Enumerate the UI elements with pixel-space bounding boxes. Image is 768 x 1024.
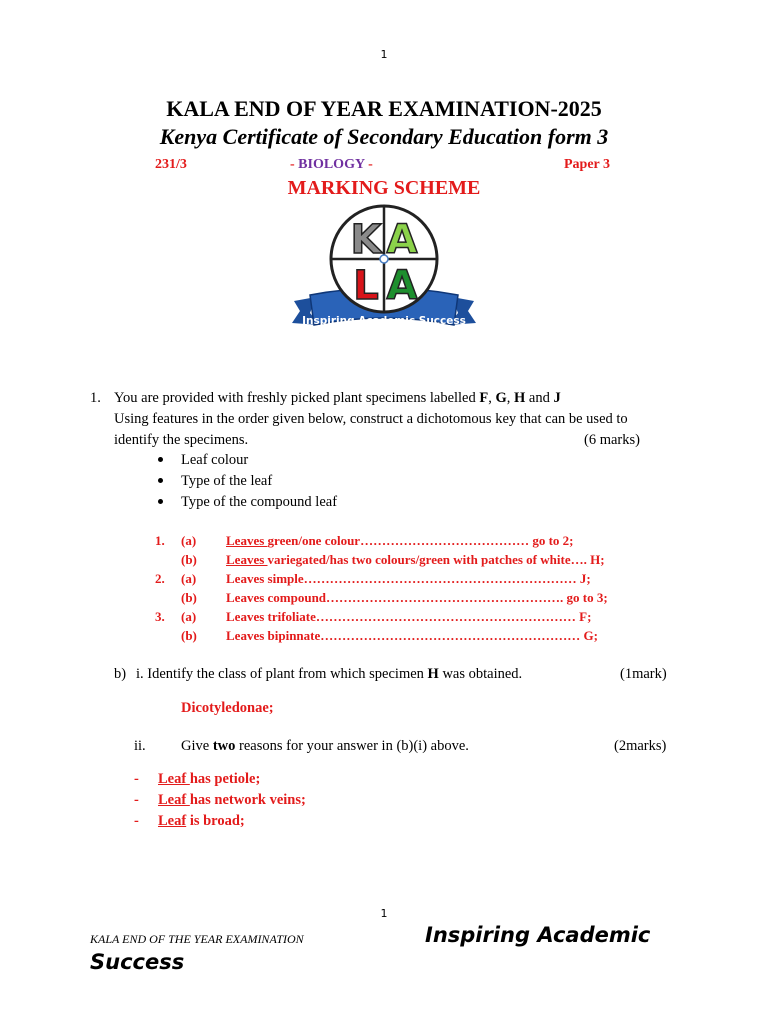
subject-prefix: - [290, 157, 299, 172]
separator: , [506, 390, 515, 406]
question-text: was obtained. [438, 666, 523, 682]
key-step [155, 550, 181, 569]
key-step: 1. [155, 533, 165, 548]
question-text: reasons for your answer in (b)(i) above. [235, 738, 469, 754]
answer-1b-i: Dicotyledonae; [181, 700, 274, 716]
specimen-f: F [479, 390, 489, 406]
footer-exam-name: KALA END OF THE YEAR EXAMINATION [90, 932, 304, 946]
paper-code: 231/3 [155, 157, 187, 172]
answer-text: has petiole; [189, 771, 261, 787]
separator: , [488, 390, 496, 406]
key-text: green/one colour………………………………… go to 2; [267, 533, 574, 548]
key-text: Leaves compound………………………………………………. go to 3; [226, 590, 608, 605]
key-text: Leaves bipinnate…………………………………………………… G; [226, 628, 598, 643]
specimen-j: J [553, 390, 561, 406]
key-text: Leaves trifoliate…………………………………………………… F; [226, 609, 592, 624]
exam-subtitle: Kenya Certificate of Secondary Education form 3 [159, 124, 609, 149]
bullet-text: Type of the compound leaf [181, 494, 338, 510]
question-1-number: 1. [90, 390, 101, 406]
subject-suffix: - [364, 157, 373, 172]
answer-1b-ii-item [134, 792, 306, 809]
bullet-text: Leaf colour [181, 452, 249, 468]
key-text: Leaves simple……………………………………………………… J; [226, 571, 591, 586]
key-part: (a) [181, 533, 197, 548]
dash: - [134, 771, 139, 787]
bullet-icon [158, 499, 163, 504]
answer-text: has network veins; [189, 792, 306, 808]
question-1b-ii [181, 736, 469, 757]
question-1-line-2: Using features in the order given below, construct a dichotomous key that can be used to [114, 411, 628, 427]
key-part: (b) [181, 590, 197, 605]
dash: - [134, 792, 139, 808]
subject-line [290, 157, 373, 173]
page-number-bottom: 1 [380, 907, 388, 920]
key-step: 2. [155, 571, 165, 586]
key-part: (a) [181, 571, 197, 586]
question-bold: two [212, 738, 236, 754]
key-text: variegated/has two colours/green with patches of white…. H; [267, 552, 605, 567]
dichotomous-key-table [155, 531, 608, 645]
footer-motto-line-2: Success [90, 950, 185, 974]
answer-1b-ii-item [134, 771, 261, 788]
footer-motto-line-1: Inspiring Academic [425, 923, 651, 947]
question-1-marks: (6 marks) [584, 432, 640, 448]
question-text: Give [181, 738, 213, 754]
page-number-top: 1 [380, 48, 388, 61]
key-underlined: Leaves [226, 533, 268, 548]
dash: - [134, 813, 139, 829]
kala-logo-graphic [286, 203, 482, 338]
question-1b-i-marks: (1mark) [620, 666, 667, 682]
answer-underlined: Leaf [158, 792, 190, 808]
question-1b-ii-marks: (2marks) [614, 738, 667, 754]
key-row [155, 607, 608, 626]
question-text: i. Identify the class of plant from which specimen [136, 666, 428, 682]
question-1-line-3: identify the specimens. [114, 432, 249, 448]
key-part: (b) [181, 628, 197, 643]
kala-logo [286, 203, 482, 338]
marking-scheme-heading: MARKING SCHEME [287, 177, 481, 199]
key-row [155, 588, 608, 607]
key-row [155, 550, 608, 569]
answer-text: is broad; [186, 813, 245, 829]
key-row [155, 626, 608, 645]
answer-underlined: Leaf [158, 771, 190, 787]
logo-letter-a-top: A [386, 217, 418, 263]
question-1b-ii-label: ii. [134, 738, 146, 754]
logo-letter-l: L [353, 263, 379, 309]
separator: and [525, 390, 554, 406]
key-step: 3. [155, 609, 165, 624]
specimen-h: H [514, 390, 526, 406]
question-1b-label: b) [114, 666, 127, 682]
subject-name: BIOLOGY [298, 157, 365, 172]
question-1b-i [136, 664, 522, 685]
exam-title: KALA END OF YEAR EXAMINATION-2025 [166, 96, 602, 121]
key-step [155, 588, 181, 607]
key-row [155, 569, 608, 588]
key-step [155, 626, 181, 645]
question-1-intro: You are provided with freshly picked plant specimens labelled [114, 390, 480, 406]
logo-letter-a-bottom: A [386, 263, 418, 309]
bullet-icon [158, 478, 163, 483]
paper-number: Paper 3 [564, 157, 611, 172]
specimen-g: G [495, 390, 507, 406]
logo-banner-text: Inspiring Academic Success [302, 315, 466, 327]
answer-1b-ii-item [134, 813, 245, 830]
key-row [155, 531, 608, 550]
answer-underlined: Leaf [158, 813, 187, 829]
question-bold: H [427, 666, 439, 682]
bullet-icon [158, 457, 163, 462]
key-underlined: Leaves [226, 552, 268, 567]
key-part: (a) [181, 609, 197, 624]
key-part: (b) [181, 552, 197, 567]
question-1-line-1 [114, 388, 678, 409]
logo-letter-k: K [350, 217, 382, 263]
bullet-text: Type of the leaf [181, 473, 273, 489]
